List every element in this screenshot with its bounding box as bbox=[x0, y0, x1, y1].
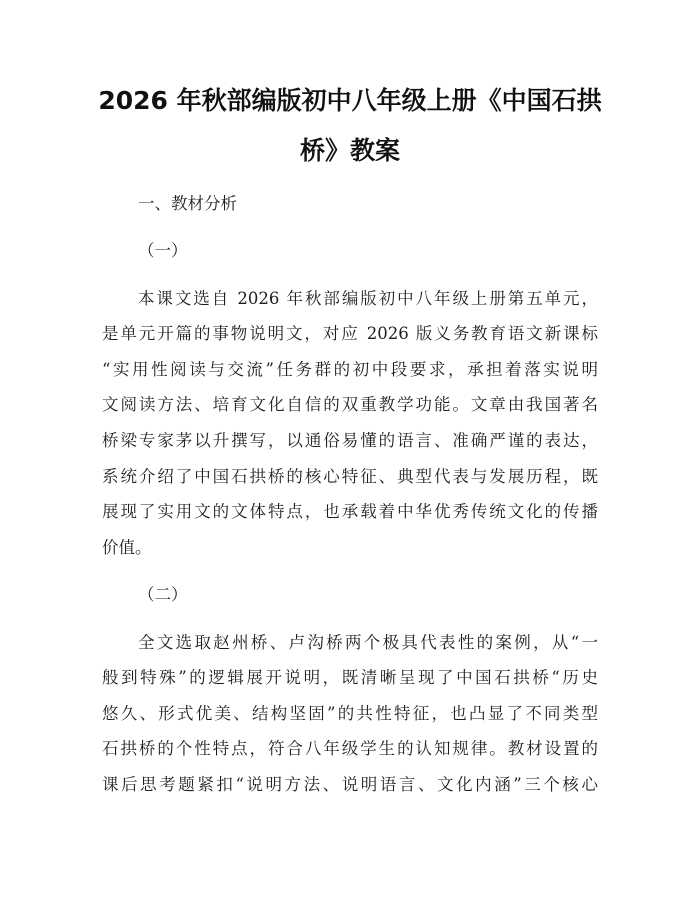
section-heading: 一、教材分析 bbox=[138, 194, 237, 213]
sub-heading-1: （一） bbox=[138, 241, 188, 260]
paragraph-2-line-2: 般到特殊”的逻辑展开说明，既清晰呈现了中国石拱桥“历史 bbox=[102, 668, 598, 687]
paragraph-2-line-4: 石拱桥的个性特点，符合八年级学生的认知规律。教材设置的 bbox=[102, 739, 598, 758]
paragraph-2-line-5: 课后思考题紧扣“说明方法、说明语言、文化内涵”三个核心 bbox=[102, 775, 598, 794]
paragraph-1-line-1: 本课文选自 2026 年秋部编版初中八年级上册第五单元， bbox=[138, 289, 598, 308]
paragraph-1-line-7: 展现了实用文的文体特点，也承载着中华优秀传统文化的传播 bbox=[102, 502, 598, 521]
document-title-line-2: 桥》教案 bbox=[299, 136, 400, 165]
paragraph-1-line-5: 桥梁专家茅以升撰写，以通俗易懂的语言、准确严谨的表达， bbox=[102, 431, 598, 450]
paragraph-1-line-4: 文阅读方法、培育文化自信的双重教学功能。文章由我国著名 bbox=[102, 395, 598, 414]
sub-heading-2: （二） bbox=[138, 585, 188, 604]
paragraph-1-line-3: “实用性阅读与交流”任务群的初中段要求，承担着落实说明 bbox=[102, 360, 598, 379]
paragraph-1-line-6: 系统介绍了中国石拱桥的核心特征、典型代表与发展历程，既 bbox=[102, 467, 598, 486]
document-title-line-1: 2026 年秋部编版初中八年级上册《中国石拱 bbox=[98, 86, 602, 115]
paragraph-2-line-1: 全文选取赵州桥、卢沟桥两个极具代表性的案例，从“一 bbox=[138, 633, 598, 652]
paragraph-1-line-2: 是单元开篇的事物说明文，对应 2026 版义务教育语文新课标 bbox=[102, 324, 598, 343]
paragraph-1-line-8: 价值。 bbox=[102, 538, 152, 557]
paragraph-2-line-3: 悠久、形式优美、结构坚固”的共性特征，也凸显了不同类型 bbox=[102, 704, 598, 723]
